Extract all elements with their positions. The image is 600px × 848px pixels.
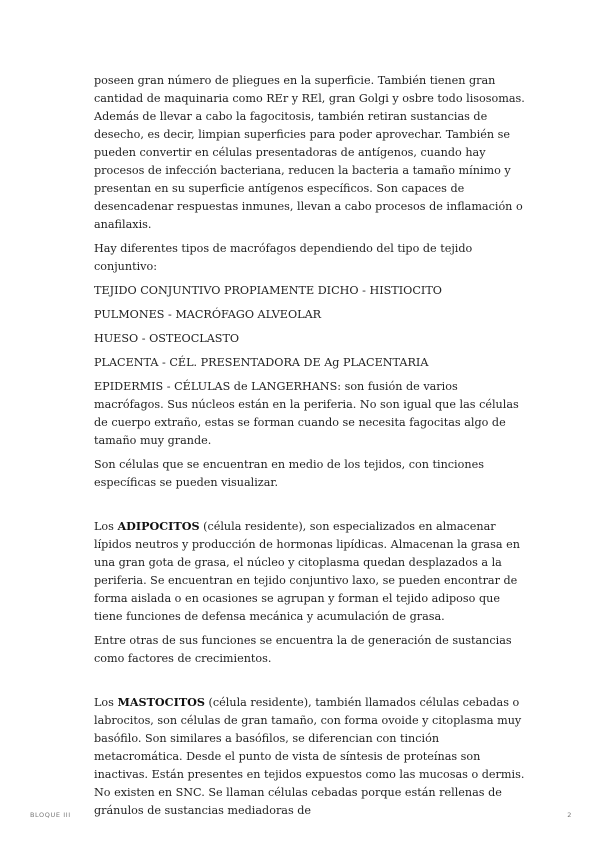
macrofago-type-item: HUESO - OSTEOCLASTO	[94, 332, 240, 345]
footer-label: BLOQUE III	[30, 811, 71, 819]
macrofagos-types-intro: Hay diferentes tipos de macrófagos dependiendo del tipo de tejido conjuntivo:	[94, 242, 473, 273]
adipocitos-term: ADIPOCITOS	[117, 519, 200, 533]
mastocitos-term: MASTOCITOS	[117, 695, 205, 709]
page-number: 2	[567, 811, 572, 819]
adipocitos-paragraph	[94, 517, 530, 626]
macrofago-type-item: TEJIDO CONJUNTIVO PROPIAMENTE DICHO - HISTIOCITO	[94, 284, 442, 297]
adipocitos-text: (célula residente), son especializados en almacenar lípidos neutros y producción de hormonas lipídicas. Almacenan la grasa en una gran gota de grasa, el núcleo y citoplasma quedan desplazados a la periferia. Se encuentran en tejido conjuntivo laxo, se pueden encontrar de forma aislada o en ocasiones se agrupan y forman el tejido adiposo que tiene funciones de defensa mecánica y acumulación de grasa.	[94, 520, 520, 623]
macrofago-type-item: PLACENTA - CÉL. PRESENTADORA DE Ag PLACENTARIA	[94, 356, 429, 369]
mastocitos-text: (célula residente), también llamados células cebadas o labrocitos, son células de gran tamaño, con forma ovoide y citoplasma muy basófilo. Son similares a basófilos, se diferencian con tinción metacromática. Desde el punto de vista de síntesis de proteínas son inactivas. Están presentes en tejidos expuestos como las mucosas o dermis. No existen en SNC. Se llaman células cebadas porque están rellenas de gránulos de sustancias mediadoras de	[94, 696, 525, 817]
mastocitos-paragraph	[94, 693, 530, 820]
macrofago-type-item: PULMONES - MACRÓFAGO ALVEOLAR	[94, 308, 322, 321]
adipocitos-lead: Los	[94, 520, 118, 533]
mastocitos-lead: Los	[94, 696, 118, 709]
adipocitos-extra: Entre otras de sus funciones se encuentra la de generación de sustancias como factores de crecimientos.	[94, 634, 512, 665]
macrofagos-note: Son células que se encuentran en medio de los tejidos, con tinciones específicas se pueden visualizar.	[94, 458, 484, 489]
page-body	[94, 72, 530, 826]
macrofagos-paragraph: poseen gran número de pliegues en la superficie. También tienen gran cantidad de maquinaria como REr y REl, gran Golgi y osbre todo lisosomas. Además de llevar a cabo la fagocitosis, también retiran sustancias de desecho, es decir, limpian superficies para poder aprovechar. También se pueden convertir en células presentadoras de antígenos, cuando hay procesos de infección bacteriana, reducen la bacteria a tamaño mínimo y presentan en su superficie antígenos específicos. Son capaces de desencadenar respuestas inmunes, llevan a cabo procesos de inflamación o anafilaxis.	[94, 74, 525, 231]
macrofago-type-item: EPIDERMIS - CÉLULAS de LANGERHANS: son fusión de varios macrófagos. Sus núcleos están en la periferia. No son igual que las células de cuerpo extraño, estas se forman cuando se necesita fagocitas algo de tamaño muy grande.	[94, 380, 519, 447]
page-footer	[30, 811, 572, 819]
